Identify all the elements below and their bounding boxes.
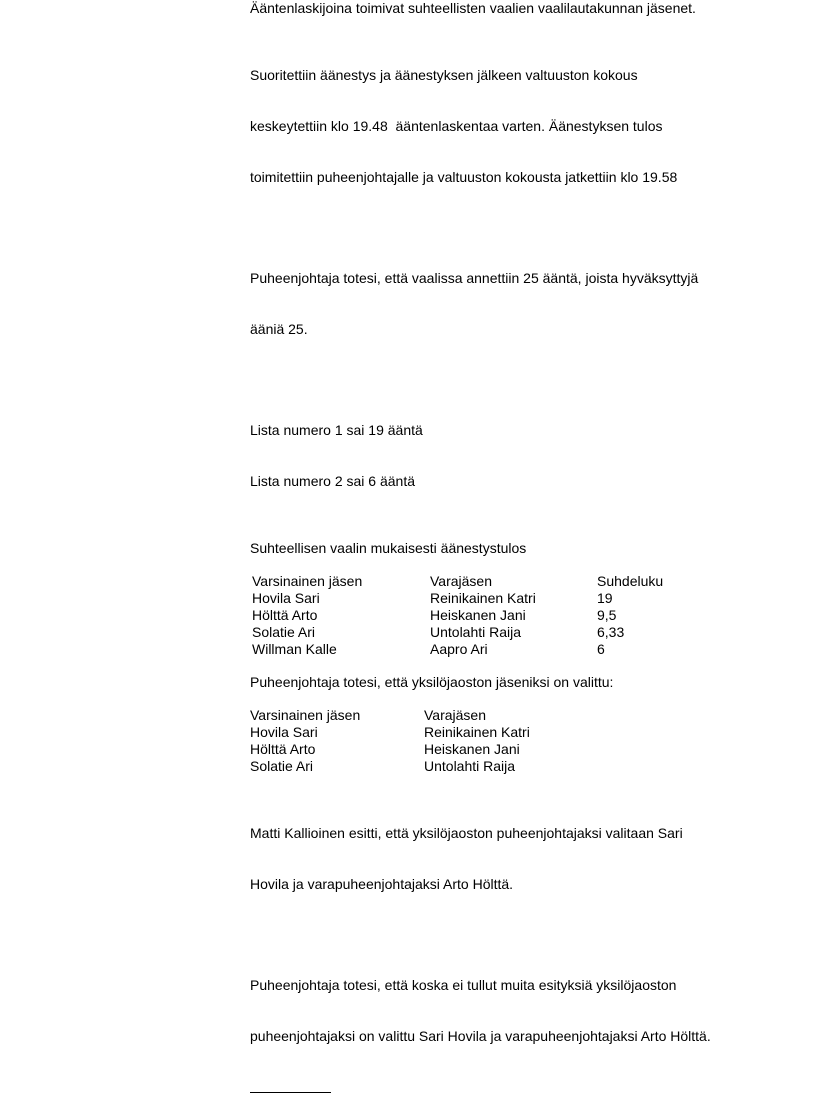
paragraph-proportional-result: Suhteellisen vaalin mukaisesti äänestystulos bbox=[250, 540, 527, 556]
text-line: Puheenjohtaja totesi, että vaalissa annettiin 25 ääntä, joista hyväksyttyjä bbox=[250, 270, 699, 286]
table-cell: 19 bbox=[597, 590, 613, 606]
column-header-deputy: Varajäsen bbox=[430, 573, 493, 589]
table-row bbox=[250, 590, 697, 607]
table-cell: 6 bbox=[597, 641, 605, 657]
table-cell: Heiskanen Jani bbox=[430, 607, 526, 623]
paragraph-votes-cast bbox=[250, 236, 790, 372]
table-cell: Willman Kalle bbox=[252, 641, 337, 657]
table-row bbox=[250, 607, 697, 624]
text-line: puheenjohtajaksi on valittu Sari Hovila ja varapuheenjohtajaksi Arto Hölttä. bbox=[250, 1028, 711, 1044]
table-cell: Hovila Sari bbox=[252, 590, 320, 606]
table-cell: Untolahti Raija bbox=[424, 758, 516, 774]
vote-result-table bbox=[250, 573, 697, 658]
table-cell: 9,5 bbox=[597, 607, 617, 623]
table-cell: Hovila Sari bbox=[250, 724, 318, 740]
table-cell: Hölttä Arto bbox=[252, 607, 318, 623]
paragraph-elected-members: Puheenjohtaja totesi, että yksilöjaoston jäseniksi on valittu: bbox=[250, 674, 614, 690]
text-line: keskeytettiin klo 19.48 ääntenlaskentaa varten. Äänestyksen tulos bbox=[250, 118, 663, 134]
table-row bbox=[250, 624, 697, 641]
paragraph-list-results bbox=[250, 388, 790, 524]
text-line: Lista numero 1 sai 19 ääntä bbox=[250, 422, 423, 438]
document-page bbox=[250, 0, 790, 1093]
table-row bbox=[250, 741, 604, 758]
paragraph-chair-proposal bbox=[250, 791, 790, 927]
paragraph-vote-procedure bbox=[250, 33, 790, 220]
paragraph-chair-elected bbox=[250, 943, 790, 1079]
text-line: Hovila ja varapuheenjohtajaksi Arto Hölttä. bbox=[250, 876, 514, 892]
table-cell: Aapro Ari bbox=[430, 641, 488, 657]
table-cell: Hölttä Arto bbox=[250, 741, 316, 757]
table-row bbox=[250, 641, 697, 658]
column-header-ratio: Suhdeluku bbox=[597, 573, 664, 589]
elected-members-table bbox=[250, 707, 604, 775]
section-end-rule bbox=[250, 1079, 331, 1093]
text-line: toimitettiin puheenjohtajalle ja valtuuston kokousta jatkettiin klo 19.58 bbox=[250, 169, 678, 185]
table-header-row bbox=[250, 707, 604, 724]
text-line: Suoritettiin äänestys ja äänestyksen jälkeen valtuuston kokous bbox=[250, 67, 638, 83]
table-cell: Solatie Ari bbox=[252, 624, 316, 640]
table-row bbox=[250, 758, 604, 775]
table-cell: 6,33 bbox=[597, 624, 625, 640]
table-cell: Untolahti Raija bbox=[430, 624, 522, 640]
text-line: ääniä 25. bbox=[250, 321, 308, 337]
column-header-member: Varsinainen jäsen bbox=[250, 707, 361, 723]
table-cell: Reinikainen Katri bbox=[424, 724, 530, 740]
paragraph-vote-counters: Ääntenlaskijoina toimivat suhteellisten vaalien vaalilautakunnan jäsenet. bbox=[250, 0, 696, 16]
text-line: Matti Kallioinen esitti, että yksilöjaoston puheenjohtajaksi valitaan Sari bbox=[250, 825, 683, 841]
column-header-deputy: Varajäsen bbox=[424, 707, 487, 723]
column-header-member: Varsinainen jäsen bbox=[252, 573, 363, 589]
table-row bbox=[250, 724, 604, 741]
table-cell: Reinikainen Katri bbox=[430, 590, 536, 606]
table-cell: Heiskanen Jani bbox=[424, 741, 520, 757]
table-header-row bbox=[250, 573, 697, 590]
table-cell: Solatie Ari bbox=[250, 758, 314, 774]
text-line: Puheenjohtaja totesi, että koska ei tullut muita esityksiä yksilöjaoston bbox=[250, 977, 677, 993]
text-line: Lista numero 2 sai 6 ääntä bbox=[250, 473, 415, 489]
